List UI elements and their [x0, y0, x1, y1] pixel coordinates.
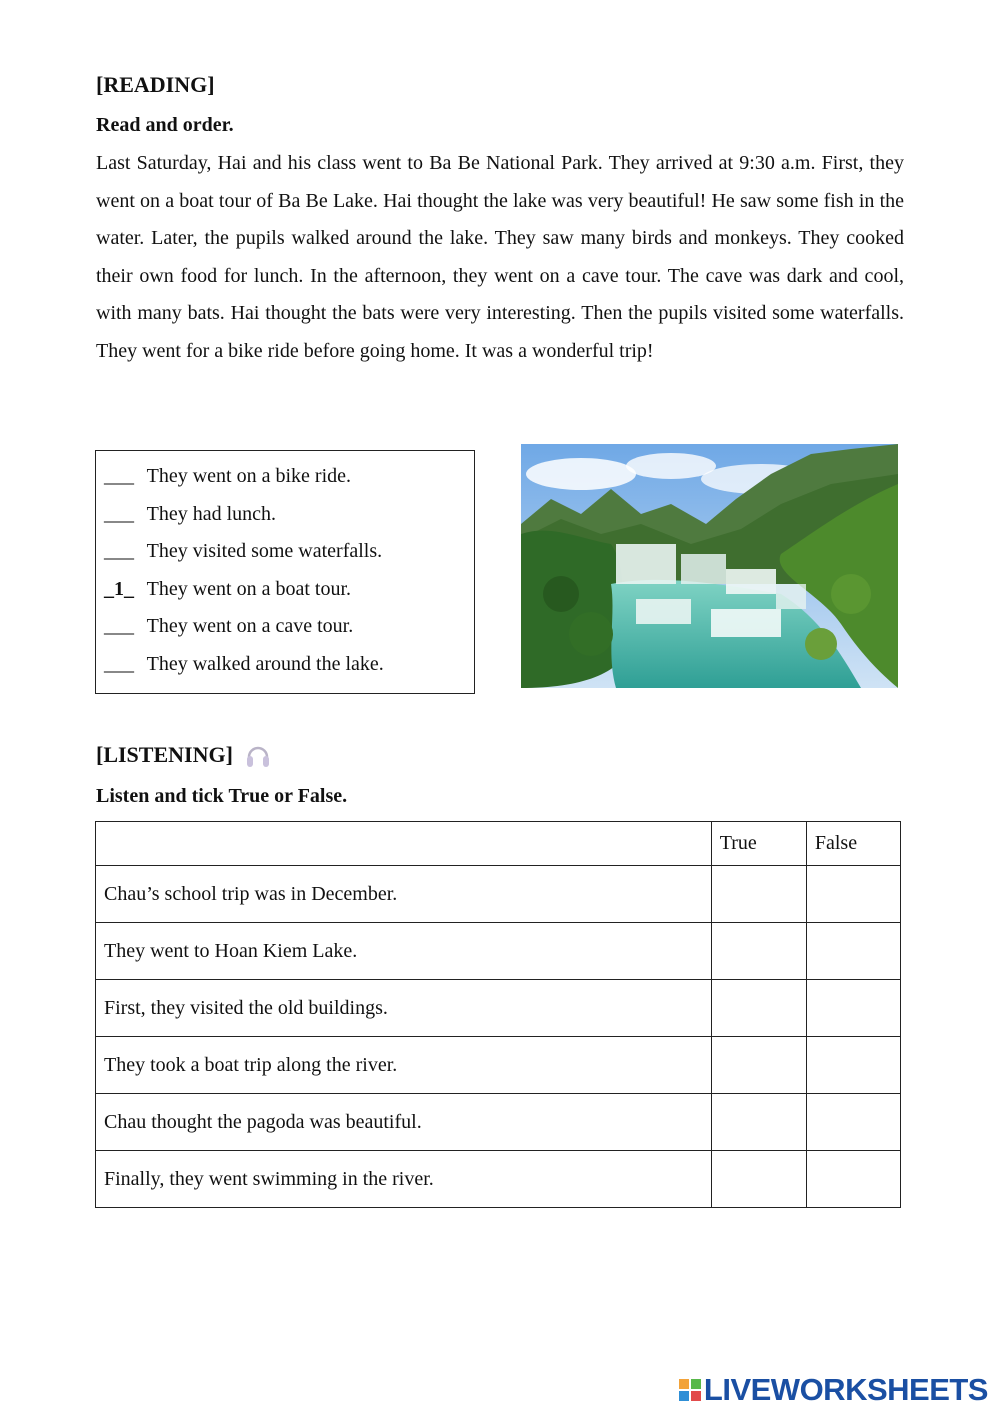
- order-blank-filled: _1_: [104, 577, 134, 600]
- order-item-text: They walked around the lake.: [146, 652, 384, 675]
- header-false: False: [806, 822, 900, 866]
- statement-cell: Chau’s school trip was in December.: [96, 866, 712, 923]
- true-tick-cell[interactable]: [711, 923, 806, 980]
- logo-icon: [679, 1379, 701, 1401]
- order-blank-input[interactable]: ___: [104, 540, 134, 563]
- order-blank-input[interactable]: ___: [104, 502, 134, 525]
- order-blank-input[interactable]: ___: [104, 615, 134, 638]
- header-statement: [96, 822, 712, 866]
- order-item: [96, 533, 474, 571]
- table-header-row: [96, 822, 901, 866]
- order-item-text: They had lunch.: [146, 502, 277, 525]
- false-tick-cell[interactable]: [806, 1151, 900, 1208]
- true-tick-cell[interactable]: [711, 1037, 806, 1094]
- order-item-text: They went on a boat tour.: [146, 577, 352, 600]
- order-item-text: They went on a cave tour.: [146, 615, 354, 638]
- false-tick-cell[interactable]: [806, 866, 900, 923]
- table-row: [96, 980, 901, 1037]
- order-item: [96, 496, 474, 534]
- table-row: [96, 1151, 901, 1208]
- reading-heading: [READING]: [96, 72, 215, 97]
- true-false-table: [95, 821, 901, 1208]
- order-blank-input[interactable]: ___: [104, 465, 134, 487]
- statement-cell: They went to Hoan Kiem Lake.: [96, 923, 712, 980]
- reading-passage: Last Saturday, Hai and his class went to Ba Be National Park. They arrived at 9:30 a.m. First, they went on a boat tour of Ba Be Lake. Hai thought the lake was very beautiful! He saw some fish in the water. Later, the pupils walked around the lake. They saw many birds and monkeys. They cooked their own food for lunch. In the afternoon, they went on a cave tour. The cave was dark and cool, with many bats. Hai thought the bats were very interesting. Then the pupils visited some waterfalls. They went for a bike ride before going home. It was a wonderful trip!: [96, 152, 904, 362]
- reading-instruction: Read and order.: [96, 114, 234, 136]
- false-tick-cell[interactable]: [806, 980, 900, 1037]
- true-tick-cell[interactable]: [711, 866, 806, 923]
- table-row: [96, 923, 901, 980]
- waterfall-photo: [521, 444, 898, 688]
- order-blank-input[interactable]: ___: [104, 652, 134, 675]
- statement-cell: Chau thought the pagoda was beautiful.: [96, 1094, 712, 1151]
- statement-cell: They took a boat trip along the river.: [96, 1037, 712, 1094]
- listening-header: [96, 740, 273, 770]
- false-tick-cell[interactable]: [806, 923, 900, 980]
- header-true: True: [711, 822, 806, 866]
- false-tick-cell[interactable]: [806, 1037, 900, 1094]
- listening-instruction: Listen and tick True or False.: [96, 785, 348, 807]
- false-tick-cell[interactable]: [806, 1094, 900, 1151]
- listening-heading: [LISTENING]: [96, 742, 233, 767]
- logo-text: LIVEWORKSHEETS: [703, 1372, 988, 1407]
- order-item: [96, 646, 474, 684]
- order-item: [96, 458, 474, 496]
- headphones-icon[interactable]: [243, 740, 273, 770]
- liveworksheets-logo[interactable]: [679, 1373, 988, 1407]
- table-row: [96, 1037, 901, 1094]
- order-item-text: They went on a bike ride.: [146, 465, 352, 487]
- table-row: [96, 1094, 901, 1151]
- true-tick-cell[interactable]: [711, 1151, 806, 1208]
- order-box: [95, 450, 475, 694]
- order-item-text: They visited some waterfalls.: [146, 540, 383, 563]
- true-tick-cell[interactable]: [711, 1094, 806, 1151]
- statement-cell: First, they visited the old buildings.: [96, 980, 712, 1037]
- statement-cell: Finally, they went swimming in the river.: [96, 1151, 712, 1208]
- order-item: [96, 608, 474, 646]
- order-item: [96, 571, 474, 609]
- true-tick-cell[interactable]: [711, 980, 806, 1037]
- table-row: [96, 866, 901, 923]
